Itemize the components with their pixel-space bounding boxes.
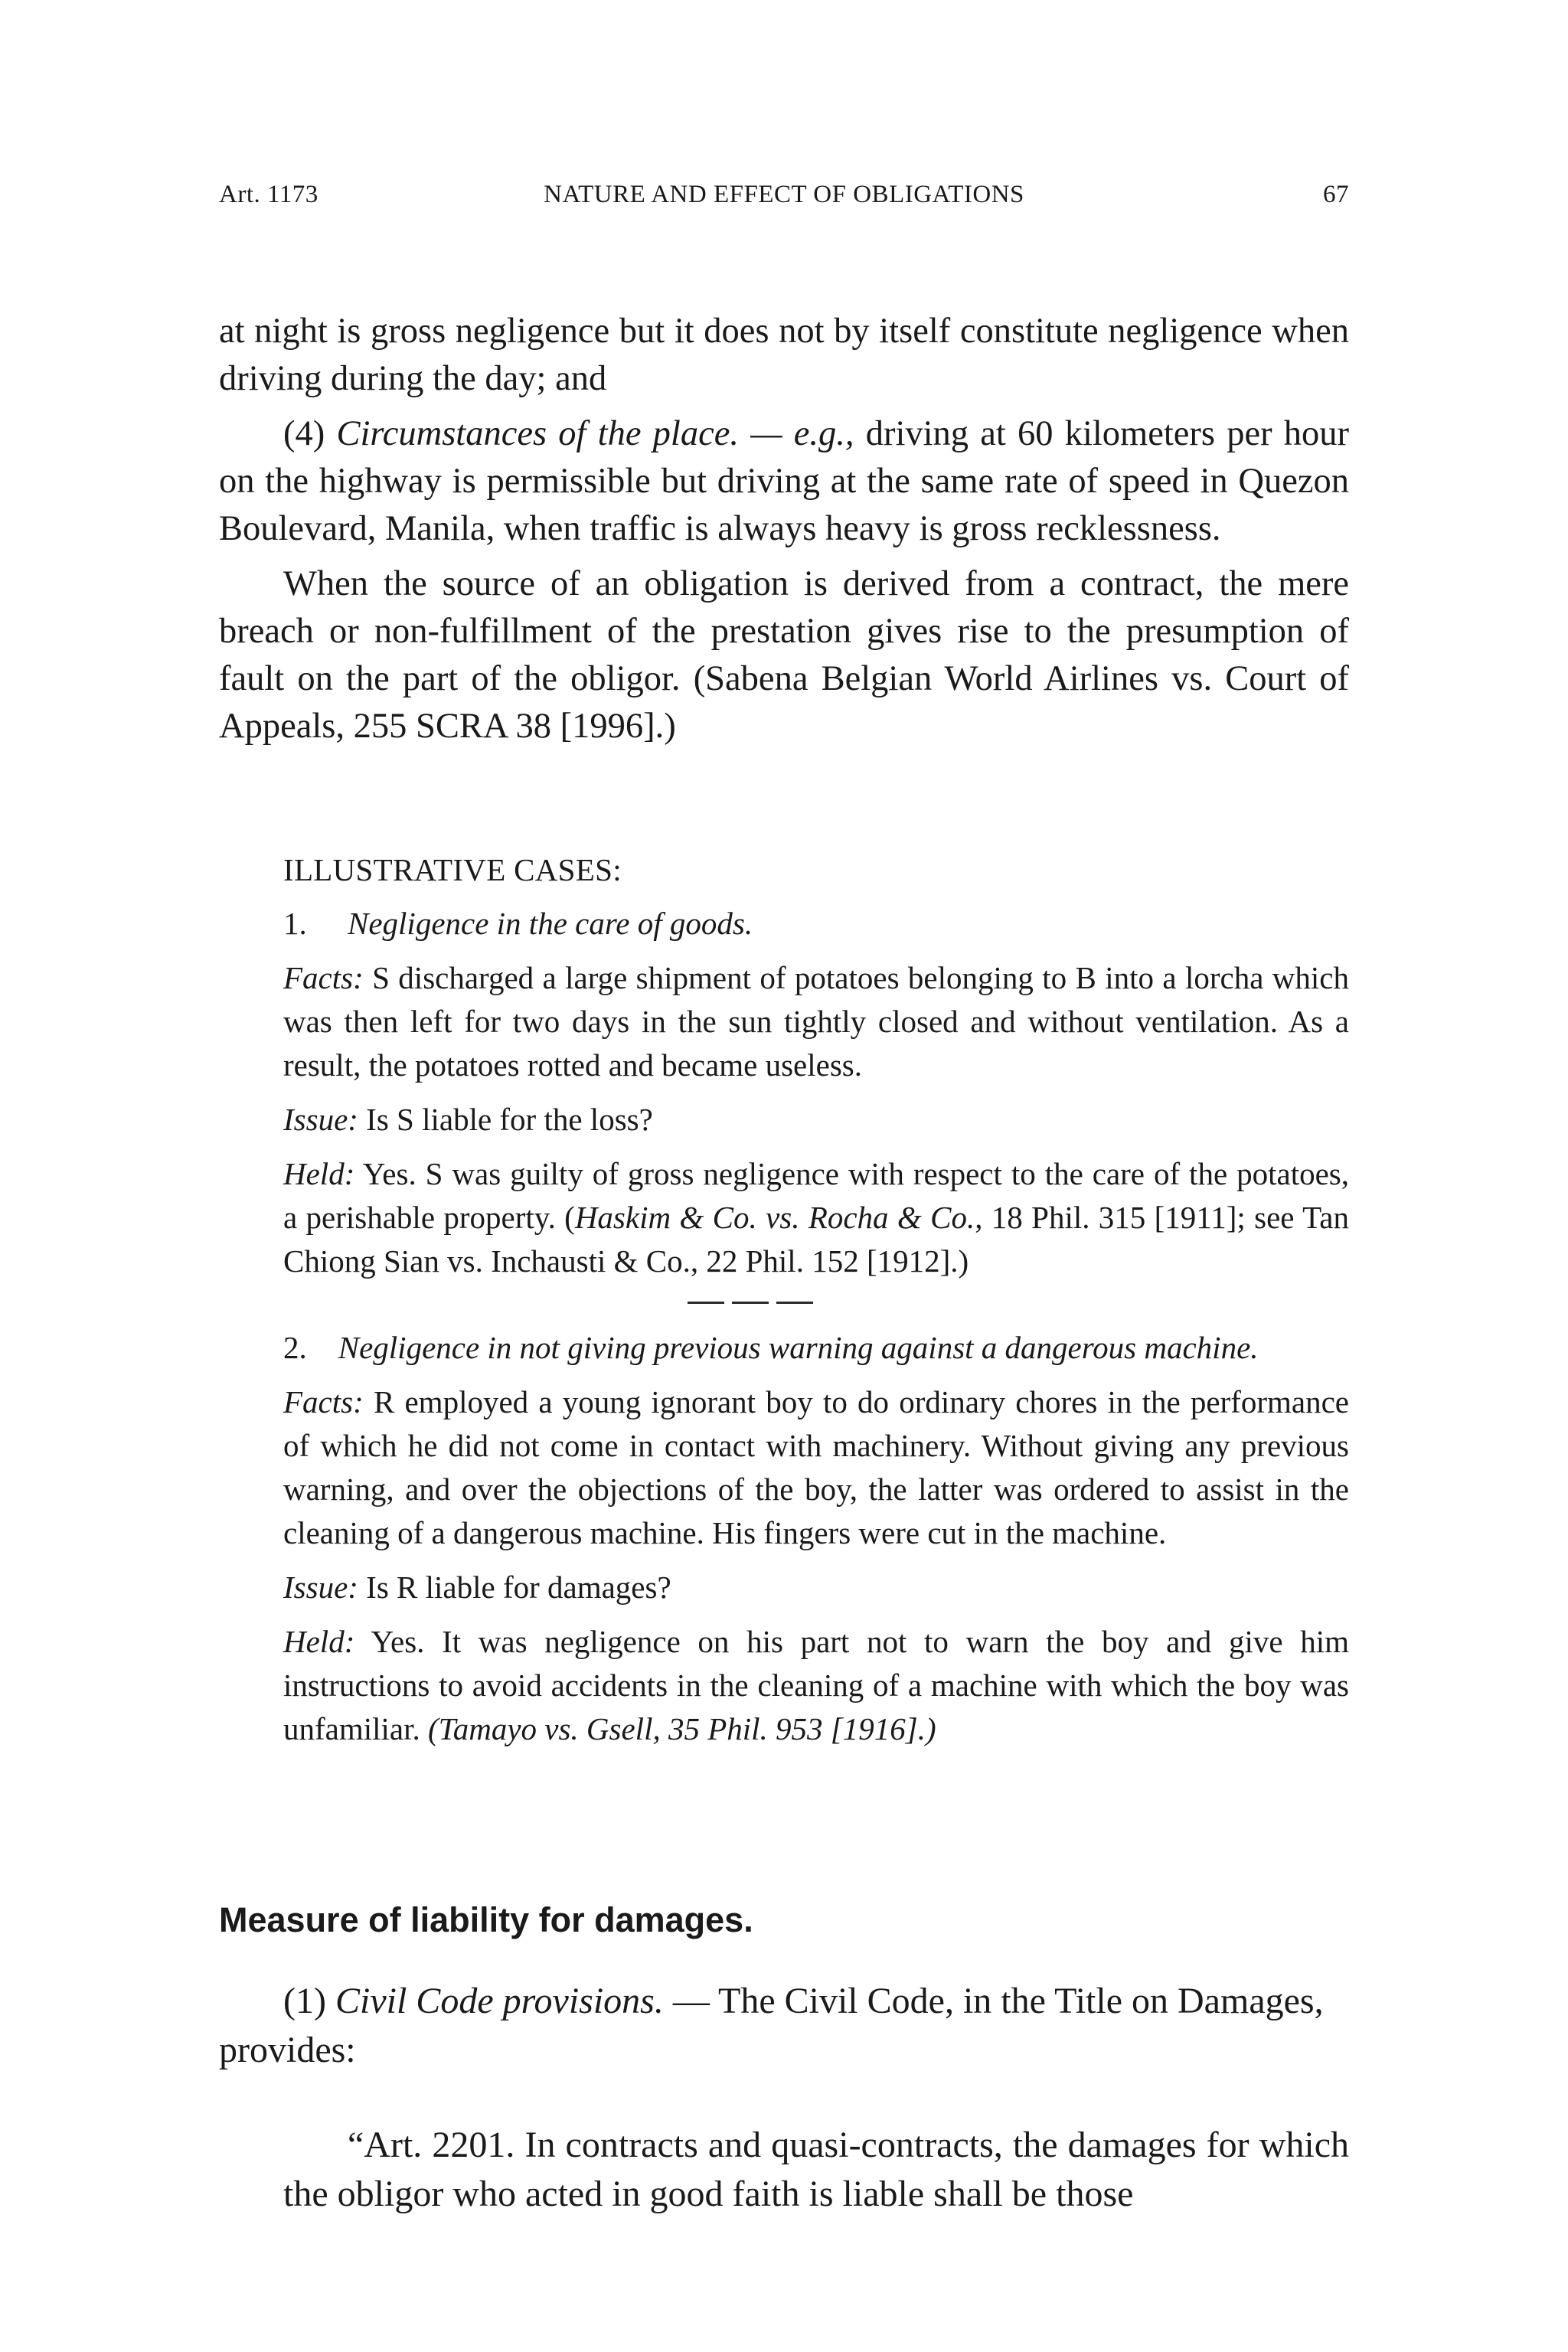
section-heading: Measure of liability for damages.: [219, 1900, 753, 1939]
contract-paragraph: When the source of an obligation is derived from a contract, the mere breach or non-fulfillment of the prestation gives rise to the presumption of fault on the part of the obligor. (Sabena Belgian World Airlines vs. Court of Appeals, 255 SCRA 38 [1996].): [219, 564, 1349, 746]
item-4-heading: Circumstances of the place. — e.g.,: [336, 414, 854, 453]
case-1-issue-label: Issue:: [283, 1102, 358, 1137]
item-4-number: (4): [283, 414, 325, 453]
case-separator: [283, 1285, 1349, 1315]
case-1-facts-label: Facts:: [283, 960, 364, 995]
cases-title: ILLUSTRATIVE CASES:: [283, 852, 622, 887]
section-body: [219, 1977, 1349, 2075]
case-1-issue-text: Is S liable for the loss?: [366, 1102, 653, 1137]
case-1-facts: [283, 956, 1349, 1087]
case-2-title: [283, 1326, 1349, 1370]
case-2-issue: [283, 1566, 1349, 1609]
case-2-issue-label: Issue:: [283, 1570, 358, 1605]
case-1-held-text: Yes. S was guilty of gross negligence with respect to the care of the potatoes, a perishable property. (: [283, 1156, 1349, 1235]
case-1-title: [283, 902, 1349, 946]
case-2-heading: Negligence in not giving previous warning against a dangerous machine.: [338, 1330, 1259, 1365]
case-2-number: 2.: [283, 1330, 307, 1365]
chapter-title: NATURE AND EFFECT OF OBLIGATIONS: [544, 181, 1024, 208]
civil-code-number: (1): [283, 1981, 326, 2021]
running-head: [219, 181, 1349, 219]
civil-code-text: — The Civil Code, in the Title on Damages, provides:: [219, 1981, 1324, 2070]
case-2-facts-label: Facts:: [283, 1384, 364, 1419]
case-1-held-label: Held:: [283, 1156, 355, 1191]
item-4-text: driving at 60 kilometers per hour on the highway is permissible but driving at the same rate of speed in Quezon Boulevard, Manila, when traffic is always heavy is gross recklessness.: [219, 414, 1349, 548]
case-2-issue-text: Is R liable for damages?: [366, 1570, 671, 1605]
article-reference: Art. 1173: [219, 181, 318, 208]
article-quote: [283, 2121, 1349, 2219]
page-number: 67: [1323, 181, 1349, 208]
case-2-held-citation: (Tamayo vs. Gsell, 35 Phil. 953 [1916].): [428, 1711, 936, 1746]
case-1-facts-text: S discharged a large shipment of potatoes belonging to B into a lorcha which was then left for two days in the sun tightly closed and without ventilation. As a result, the potatoes rotted and became useless.: [283, 960, 1349, 1083]
illustrative-cases: [283, 848, 1349, 1751]
case-2-facts-text: R employed a young ignorant boy to do ordinary chores in the performance of which he did not come in contact with machinery. Without giving any previous warning, and over the objections of the boy, the latter was ordered to assist in the cleaning of a dangerous machine. His fingers were cut in the machine.: [283, 1384, 1350, 1550]
civil-code-paragraph: [219, 1977, 1349, 2075]
case-1-held: [283, 1152, 1349, 1283]
case-1-held-citation: Haskim & Co. vs. Rocha & Co.: [574, 1200, 975, 1235]
case-2-facts: [283, 1380, 1349, 1555]
case-2-held: [283, 1620, 1349, 1751]
case-2-held-label: Held:: [283, 1624, 355, 1659]
article-2201-text: “Art. 2201. In contracts and quasi-contracts, the damages for which the obligor who acted in good faith is liable shall be those: [283, 2125, 1349, 2214]
continuation-paragraph: at night is gross negligence but it does not by itself constitute negligence when driving during the day; and: [219, 312, 1349, 398]
civil-code-heading: Civil Code provisions.: [335, 1981, 664, 2021]
case-1-held-rest: , 18 Phil. 315 [1911]; see Tan Chiong Sian vs. Inchausti & Co., 22 Phil. 152 [1912].): [283, 1200, 1349, 1279]
body-text: [219, 308, 1349, 750]
case-1-heading: Negligence in the care of goods.: [348, 906, 753, 941]
item-4-paragraph: [219, 410, 1349, 553]
case-1-number: 1.: [283, 906, 307, 941]
case-1-issue: [283, 1098, 1349, 1142]
case-2-held-text: Yes. It was negligence on his part not to warn the boy and give him instructions to avoid accidents in the cleaning of a machine with which the boy was unfamiliar.: [283, 1624, 1349, 1746]
